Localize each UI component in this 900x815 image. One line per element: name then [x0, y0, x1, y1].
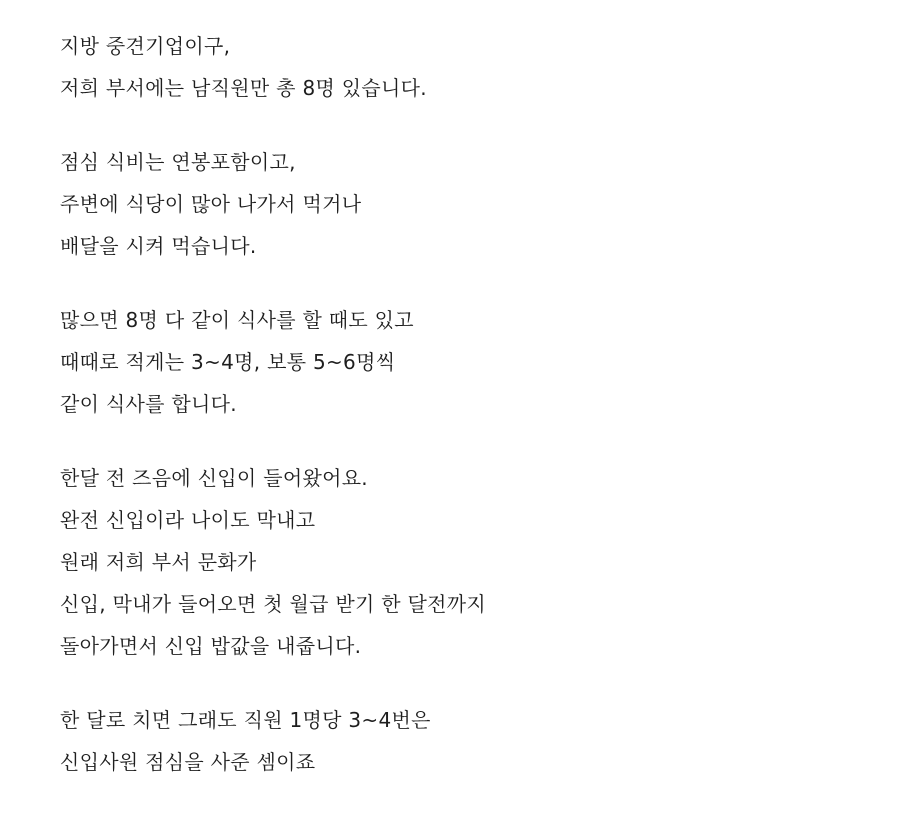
- text-line: 같이 식사를 합니다.: [60, 392, 237, 416]
- text-line: 한 달로 치면 그래도 직원 1명당 3~4번은: [60, 708, 431, 732]
- text-line: 때때로 적게는 3~4명, 보통 5~6명씩: [60, 350, 396, 374]
- paragraph-2: [60, 141, 860, 267]
- text-line: 주변에 식당이 많아 나가서 먹거나: [60, 192, 362, 216]
- text-line: 돌아가면서 신입 밥값을 내줍니다.: [60, 634, 362, 658]
- text-line: 신입사원 점심을 사준 셈이죠: [60, 750, 316, 774]
- paragraph-3: [60, 299, 860, 425]
- text-line: 한달 전 즈음에 신입이 들어왔어요.: [60, 466, 368, 490]
- post-body: [60, 25, 860, 815]
- text-line: 신입, 막내가 들어오면 첫 월급 받기 한 달전까지: [60, 592, 487, 616]
- text-line: 지방 중견기업이구,: [60, 34, 231, 58]
- paragraph-1: [60, 25, 860, 109]
- text-line: 배달을 시켜 먹습니다.: [60, 234, 257, 258]
- text-line: 많으면 8명 다 같이 식사를 할 때도 있고: [60, 308, 414, 332]
- text-line: 원래 저희 부서 문화가: [60, 550, 257, 574]
- text-line: 완전 신입이라 나이도 막내고: [60, 508, 316, 532]
- paragraph-4: [60, 457, 860, 667]
- paragraph-5: [60, 699, 860, 783]
- text-line: 점심 식비는 연봉포함이고,: [60, 150, 296, 174]
- text-line: 저희 부서에는 남직원만 총 8명 있습니다.: [60, 76, 427, 100]
